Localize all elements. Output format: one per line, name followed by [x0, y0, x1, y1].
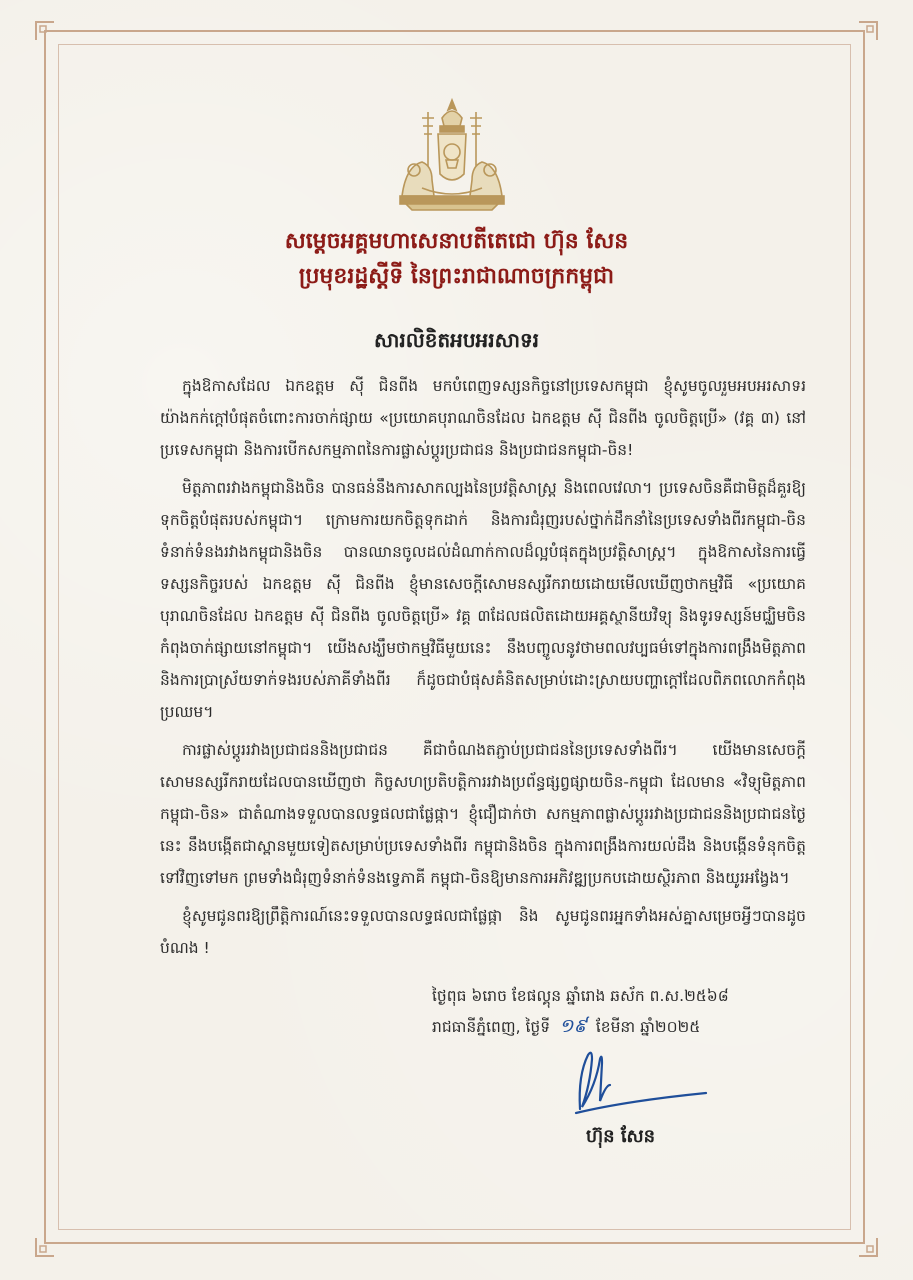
place-date	[432, 1011, 832, 1042]
paragraph: មិត្តភាពរវាងកម្ពុជានិងចិន បានធន់នឹងការសាកល្បងនៃប្រវត្តិសាស្ត្រ និងពេលវេលា។ ប្រទេសចិនគឺជាមិត្តដ៏គួរឱ្យទុកចិត្តបំផុតរបស់កម្ពុជា។ ក្រោមការយកចិត្តទុកដាក់ និងការជំរុញរបស់ថ្នាក់ដឹកនាំនៃប្រទេសទាំងពីរកម្ពុជា-ចិន ទំនាក់ទំនងរវាងកម្ពុជានិងចិន បានឈានចូលដល់ដំណាក់កាលដ៏ល្អបំផុតក្នុងប្រវត្តិសាស្ត្រ។ ក្នុងឱកាសនៃការធ្វើទស្សនកិច្ចរបស់ ឯកឧត្ដម ស៊ី ជិនពីង ខ្ញុំមានសេចក្ដីសោមនស្សរីករាយដោយមើលឃើញថាកម្មវិធី «ប្រយោគបុរាណចិនដែល ឯកឧត្ដម ស៊ី ជិនពីង ចូលចិត្តប្រើ» វគ្គ ៣ដែលផលិតដោយអគ្គស្ថានីយវិទ្យុ និងទូរទស្សន៍មជ្ឈិមចិន កំពុងចាក់ផ្សាយនៅកម្ពុជា។ យើងសង្ឃឹមថាកម្មវិធីមួយនេះ នឹងបញ្ចូលនូវថាមពលវប្បធម៌ទៅក្នុងការពង្រឹងមិត្តភាព និងការប្រាស្រ័យទាក់ទងរបស់ភាគីទាំងពីរ ក៏ដូចជាបំផុសគំនិតសម្រាប់ដោះស្រាយបញ្ហាក្ដៅដែលពិភពលោកកំពុងប្រឈម។	[160, 479, 806, 721]
paragraph: ក្នុងឱកាសដែល ឯកឧត្ដម ស៊ី ជិនពីង មកបំពេញទស្សនកិច្ចនៅប្រទេសកម្ពុជា ខ្ញុំសូមចូលរួមអបអរសាទរយ៉ាងកក់ក្ដៅបំផុតចំពោះការចាក់ផ្សាយ «ប្រយោគបុរាណចិនដែល ឯកឧត្ដម ស៊ី ជិនពីង ចូលចិត្តប្រើ» (វគ្គ ៣) នៅប្រទេសកម្ពុជា និងការបើកសកម្មភាពនៃការផ្លាស់ប្តូរប្រជាជន និងប្រជាជនកម្ពុជា-ចិន!	[160, 377, 806, 459]
paragraph: ការផ្លាស់ប្ដូររវាងប្រជាជននិងប្រជាជន គឺជាចំណងតភ្ជាប់ប្រជាជននៃប្រទេសទាំងពីរ។ យើងមានសេចក្ដីសោមនស្សរីករាយដែលបានឃើញថា កិច្ចសហប្រតិបត្តិការរវាងប្រព័ន្ធផ្សព្វផ្សាយចិន-កម្ពុជា ដែលមាន «វិទ្យុមិត្តភាពកម្ពុជា-ចិន» ជាតំណាងទទួលបានលទ្ធផលជាផ្លែផ្កា។ ខ្ញុំជឿជាក់ថា សកម្មភាពផ្លាស់ប្ដូររវាងប្រជាជននិងប្រជាជនថ្ងៃនេះ នឹងបង្កើតជាស្ពានមួយទៀតសម្រាប់ប្រទេសទាំងពីរ កម្ពុជានិងចិន ក្នុងការពង្រឹងការយល់ដឹង និងបង្កើនទំនុកចិត្តទៅវិញទៅមក ព្រមទាំងជំរុញទំនាក់ទំនងទ្វេភាគី កម្ពុជា-ចិនឱ្យមានការអភិវឌ្ឍប្រកបដោយស្ថិរភាព និងយូរអង្វែង។	[160, 741, 806, 887]
paragraph: ខ្ញុំសូមជូនពរឱ្យព្រឹត្តិការណ៍នេះទទួលបានលទ្ធផលជាផ្លែផ្កា និង សូមជូនពរអ្នកទាំងអស់គ្នាសម្រេចអ្វីៗបានដូចបំណង !	[160, 907, 806, 957]
corner-ornament-icon	[857, 20, 879, 42]
corner-ornament-icon	[34, 1236, 56, 1258]
place-date-prefix: រាជធានីភ្នំពេញ, ថ្ងៃទី	[432, 1018, 551, 1036]
handwritten-day: ១៩	[559, 1015, 587, 1037]
place-date-suffix: ខែមីនា ឆ្នាំ២០២៥	[595, 1018, 701, 1036]
signer-name: ហ៊ុន សែន	[586, 1126, 656, 1147]
letter-body	[160, 370, 806, 970]
dateline	[432, 981, 832, 1042]
royal-coat-of-arms-icon	[392, 96, 512, 214]
letter-subject: សារលិខិតអបអរសាទរ	[373, 328, 540, 352]
signature-icon	[566, 1045, 716, 1125]
corner-ornament-icon	[857, 1236, 879, 1258]
lunar-date: ថ្ងៃពុធ ៦រោច ខែផល្គុន ឆ្នាំរោង ឆស័ក ព.ស.២៥៦៨	[432, 987, 729, 1005]
corner-ornament-icon	[34, 20, 56, 42]
issuer-title: សម្ដេចអគ្គមហាសេនាបតីតេជោ ហ៊ុន សែន	[284, 229, 629, 254]
issuer-position: ប្រមុខរដ្ឋស្ដីទី នៃព្រះរាជាណាចក្រកម្ពុជា	[298, 264, 615, 289]
